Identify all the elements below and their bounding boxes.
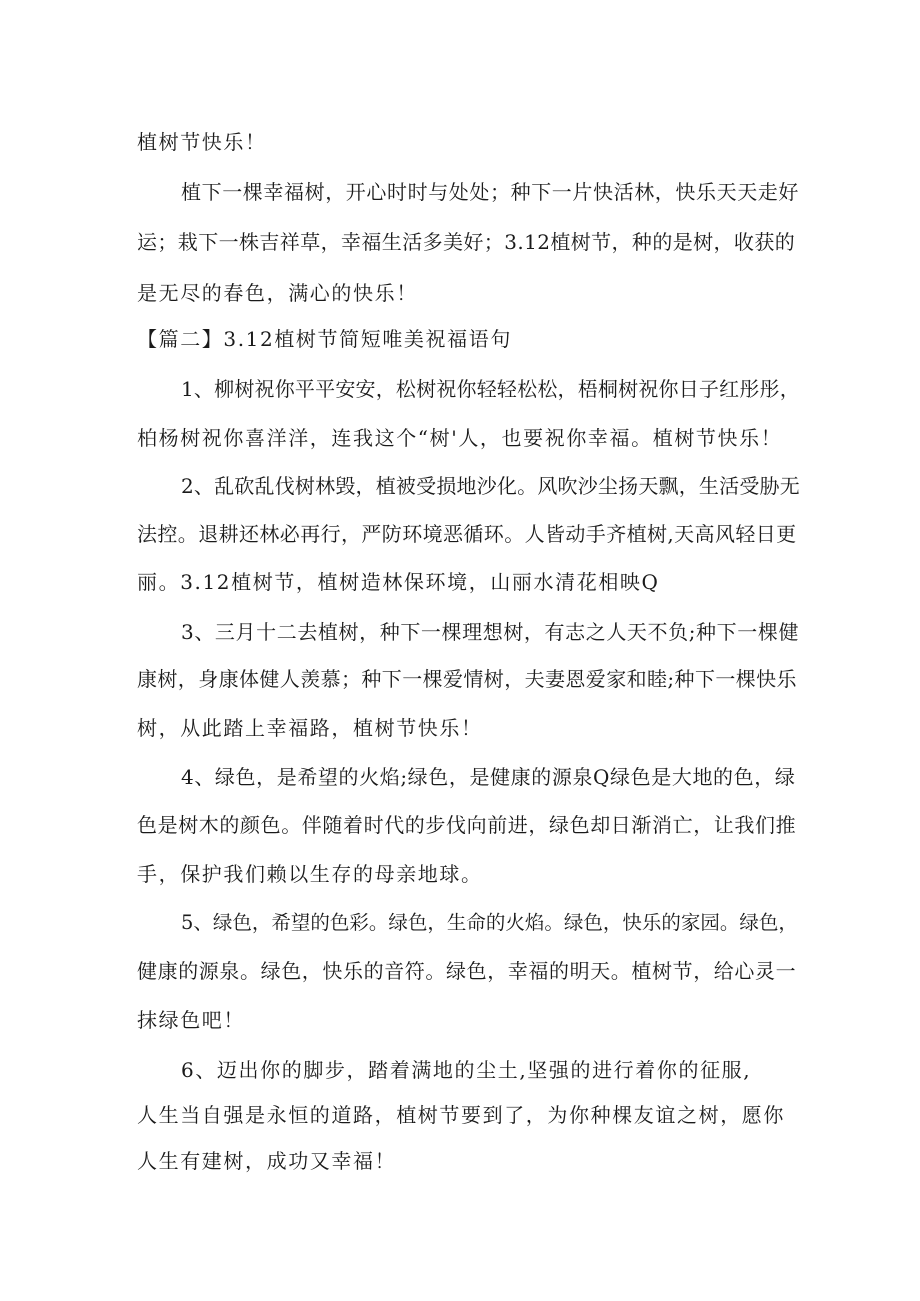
text-line: 法控。退耕还林必再行，严防环境恶循环。人皆动手齐植树,天高风轻日更 <box>137 522 797 546</box>
text-line: 植树节快乐！ <box>137 130 267 154</box>
text-line: 康树，身康体健人羡慕；种下一棵爱情树，夫妻恩爱家和睦;种下一棵快乐 <box>137 667 797 691</box>
text-line: 手，保护我们赖以生存的母亲地球。 <box>137 862 483 886</box>
text-line: 健康的源泉。绿色，快乐的音符。绿色，幸福的明天。植树节，给心灵一 <box>137 959 797 983</box>
text-line: 运；栽下一株吉祥草，幸福生活多美好；3.12植树节，种的是树，收获的 <box>137 230 796 254</box>
text-line: 植下一棵幸福树，开心时时与处处；种下一片快活林，快乐天天走好 <box>181 180 799 204</box>
text-line: 柏杨树祝你喜洋洋，连我这个“树'人，也要祝你幸福。植树节快乐！ <box>137 426 783 450</box>
text-line: 6、迈出你的脚步，踏着满地的尘土,坚强的进行着你的征服, <box>181 1058 752 1082</box>
text-line: 抹绿色吧！ <box>137 1008 245 1032</box>
text-line: 1、柳树祝你平平安安，松树祝你轻轻松松，梧桐树祝你日子红彤彤， <box>181 377 800 401</box>
text-line: 人生当自强是永恒的道路，植树节要到了，为你种棵友谊之树，愿你 <box>137 1103 785 1127</box>
section-heading: 【篇二】3.12植树节简短唯美祝福语句 <box>137 327 512 351</box>
text-line: 色是树木的颜色。伴随着时代的步伐向前进，绿色却日渐消亡，让我们推 <box>137 813 797 837</box>
text-line: 3、三月十二去植树，种下一棵理想树，有志之人天不负;种下一棵健 <box>181 620 800 644</box>
text-line: 2、乱砍乱伐树林毁，植被受损地沙化。风吹沙尘扬天飘，生活受胁无 <box>181 474 800 498</box>
text-line: 4、绿色，是希望的火焰;绿色，是健康的源泉Q绿色是大地的色，绿 <box>181 765 796 789</box>
text-line: 是无尽的春色，满心的快乐！ <box>137 281 418 305</box>
text-line: 丽。3.12植树节，植树造林保环境，山丽水清花相映Q <box>137 570 660 594</box>
text-line: 人生有建树，成功又幸福！ <box>137 1149 397 1173</box>
text-line: 树，从此踏上幸福路，植树节快乐！ <box>137 716 483 740</box>
text-line: 5、绿色，希望的色彩。绿色，生命的火焰。绿色，快乐的家园。绿色， <box>181 911 798 934</box>
